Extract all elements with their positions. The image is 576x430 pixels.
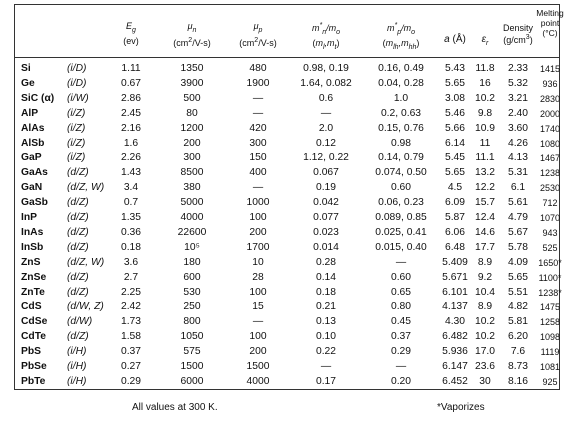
- cell-er: 13.2: [474, 167, 496, 179]
- cell-material: AlSb: [21, 137, 45, 149]
- cell-melting: 943: [542, 227, 558, 238]
- cell-melting: 2000: [539, 108, 561, 119]
- table-row: [15, 299, 559, 315]
- cell-mp: 0.14, 0.79: [378, 152, 424, 164]
- cell-mp: 0.15, 0.76: [378, 122, 424, 134]
- cell-mup: 200: [249, 226, 267, 238]
- cell-type: (i/D): [67, 77, 87, 89]
- cell-type: (i/W): [67, 92, 89, 104]
- cell-eg: 0.18: [120, 241, 142, 253]
- cell-er: 12.4: [474, 212, 496, 223]
- cell-er: 30: [479, 375, 491, 387]
- cell-mp: —: [395, 256, 407, 268]
- cell-lattice: 5.936: [442, 346, 468, 358]
- cell-melting: 525: [542, 242, 558, 253]
- cell-mup: —: [252, 107, 264, 119]
- cell-density: 5.32: [507, 77, 529, 89]
- cell-material: GaP: [21, 152, 42, 164]
- cell-density: 4.82: [507, 301, 529, 313]
- cell-er: 11: [479, 137, 491, 149]
- table-row: [15, 150, 559, 166]
- table-row: [15, 121, 559, 137]
- cell-er: 15.7: [474, 197, 496, 209]
- cell-mup: 15: [252, 301, 264, 313]
- cell-lattice: 6.06: [444, 226, 466, 238]
- cell-density: 6.1: [510, 182, 526, 194]
- cell-mp: 0.45: [390, 316, 412, 328]
- cell-eg: 0.36: [120, 226, 142, 238]
- table-row: [15, 106, 559, 122]
- cell-material: SiC (α): [21, 92, 55, 104]
- cell-material: Ge: [21, 77, 35, 89]
- table-row: [15, 344, 559, 360]
- cell-type: (i/Z): [67, 152, 86, 164]
- cell-mun: 500: [183, 92, 201, 104]
- cell-mn: 0.14: [315, 271, 337, 283]
- cell-eg: 0.67: [120, 77, 142, 89]
- cell-density: 5.51: [507, 286, 529, 298]
- table-row: [15, 359, 559, 375]
- header-eg: $E_g$ (ev): [123, 21, 139, 46]
- cell-material: AlAs: [21, 122, 45, 134]
- cell-density: 8.16: [507, 375, 529, 387]
- cell-er: 8.9: [477, 256, 493, 268]
- cell-material: ZnTe: [21, 286, 45, 298]
- cell-mup: 1000: [246, 197, 270, 209]
- cell-er: 8.9: [477, 301, 493, 313]
- footer-note-left: All values at 300 K.: [132, 402, 218, 413]
- cell-density: 4.13: [507, 152, 529, 164]
- cell-mn: 0.98, 0.19: [303, 63, 349, 74]
- cell-eg: 0.7: [123, 197, 139, 209]
- cell-type: (d/Z): [67, 212, 89, 223]
- cell-type: (d/Z, W): [67, 182, 105, 194]
- cell-density: 2.40: [507, 107, 529, 119]
- header-mn: $m^*_n/m_o$ $(m_l,m_t)$: [311, 22, 341, 51]
- cell-mup: —: [252, 92, 264, 104]
- table-row: [15, 314, 559, 330]
- cell-mun: 80: [186, 107, 198, 119]
- cell-mup: —: [252, 316, 264, 328]
- cell-type: (i/H): [67, 375, 87, 387]
- cell-er: 10.4: [474, 286, 496, 298]
- cell-lattice: 6.147: [442, 361, 468, 372]
- table-row: [15, 285, 562, 301]
- cell-er: 14.6: [474, 226, 496, 238]
- cell-eg: 2.42: [120, 301, 142, 313]
- table-row: [15, 195, 559, 211]
- footer-note-right: *Vaporizes: [437, 402, 485, 413]
- cell-mn: 0.023: [313, 226, 339, 238]
- table-row: [15, 225, 559, 241]
- cell-eg: 2.86: [120, 92, 142, 104]
- cell-lattice: 5.65: [444, 77, 466, 89]
- cell-mn: 0.19: [315, 182, 337, 194]
- table-row: [15, 61, 559, 77]
- cell-mup: 480: [249, 63, 267, 74]
- header-mun: $\mu_n$ $(cm^2/V-s)$: [173, 21, 211, 48]
- cell-mp: 0.06, 0.23: [378, 197, 424, 209]
- header-melting: Melting point (°C): [536, 8, 564, 38]
- cell-melting: 1650*: [538, 257, 562, 268]
- table-header: [15, 5, 564, 58]
- cell-mp: 0.60: [390, 271, 412, 283]
- cell-er: 17.7: [474, 241, 496, 253]
- cell-mun: 3900: [180, 77, 204, 89]
- cell-melting: 2830: [539, 93, 561, 104]
- cell-mun: 4000: [180, 212, 204, 223]
- cell-density: 8.73: [507, 361, 529, 372]
- header-density: Density $(g/cm^3)$: [502, 23, 533, 45]
- cell-mup: 100: [249, 286, 267, 298]
- cell-mp: 0.60: [390, 182, 412, 194]
- cell-mp: 0.074, 0.50: [375, 167, 427, 179]
- cell-mn: —: [320, 107, 332, 119]
- cell-lattice: 6.48: [444, 241, 466, 253]
- cell-mn: 0.12: [315, 137, 337, 149]
- table-row: [15, 76, 559, 92]
- cell-density: 4.26: [507, 137, 529, 149]
- cell-mun: 1500: [180, 361, 204, 372]
- cell-density: 5.61: [507, 197, 529, 209]
- cell-lattice: 5.409: [442, 256, 468, 268]
- cell-material: ZnSe: [21, 271, 47, 283]
- cell-mun: 200: [183, 137, 201, 149]
- cell-density: 4.79: [507, 212, 529, 223]
- cell-type: (i/D): [67, 63, 87, 74]
- cell-eg: 0.29: [120, 375, 142, 387]
- cell-mn: 0.13: [315, 316, 337, 328]
- cell-mup: 200: [249, 346, 267, 358]
- cell-eg: 2.16: [120, 122, 142, 134]
- cell-mun: 1350: [180, 63, 204, 74]
- cell-mup: 28: [252, 271, 264, 283]
- cell-density: 5.67: [507, 226, 529, 238]
- cell-type: (d/Z): [67, 286, 89, 298]
- cell-melting: 1467: [539, 153, 561, 164]
- cell-mn: 0.067: [313, 167, 339, 179]
- cell-type: (i/Z): [67, 107, 86, 119]
- cell-mup: —: [252, 182, 264, 194]
- table-row: [15, 165, 559, 181]
- cell-type: (d/Z): [67, 167, 89, 179]
- cell-melting: 1098: [539, 332, 561, 343]
- cell-material: CdSe: [21, 316, 48, 328]
- table-row: [15, 329, 559, 345]
- cell-mp: 0.80: [390, 301, 412, 313]
- cell-mun: 1050: [180, 331, 204, 343]
- cell-material: InP: [21, 212, 38, 223]
- cell-density: 4.09: [507, 256, 529, 268]
- cell-mun: 1200: [180, 122, 204, 134]
- cell-lattice: 5.43: [444, 63, 466, 74]
- cell-type: (d/Z): [67, 331, 89, 343]
- cell-melting: 1258: [539, 317, 561, 328]
- cell-eg: 1.58: [120, 331, 142, 343]
- cell-lattice: 6.482: [442, 331, 468, 343]
- cell-mun: 250: [183, 301, 201, 313]
- cell-material: InSb: [21, 241, 44, 253]
- cell-mup: 100: [249, 212, 267, 223]
- cell-mup: 1900: [246, 77, 270, 89]
- cell-mp: 0.20: [390, 375, 412, 387]
- cell-mn: 1.12, 0.22: [303, 152, 349, 164]
- cell-melting: 1740: [539, 123, 561, 134]
- cell-mn: 0.28: [315, 256, 337, 268]
- cell-mn: 0.042: [313, 197, 339, 209]
- table-row: [15, 136, 559, 152]
- cell-density: 6.20: [507, 331, 529, 343]
- cell-mup: 400: [249, 167, 267, 179]
- cell-er: 10.9: [474, 122, 496, 134]
- cell-type: (d/Z): [67, 197, 89, 209]
- cell-density: 3.21: [507, 92, 529, 104]
- cell-melting: 936: [542, 78, 558, 89]
- cell-mn: —: [320, 361, 332, 372]
- cell-mun: 600: [183, 271, 201, 283]
- cell-lattice: 5.671: [442, 271, 468, 283]
- cell-mup: 420: [249, 122, 267, 134]
- cell-type: (i/Z): [67, 137, 86, 149]
- cell-mun: 380: [183, 182, 201, 194]
- cell-er: 9.8: [477, 107, 493, 119]
- cell-eg: 2.25: [120, 286, 142, 298]
- cell-mp: 0.98: [390, 137, 412, 149]
- cell-lattice: 6.09: [444, 197, 466, 209]
- cell-mup: 10: [252, 256, 264, 268]
- cell-eg: 1.11: [121, 63, 141, 74]
- cell-lattice: 6.14: [444, 137, 466, 149]
- cell-mn: 0.014: [313, 241, 339, 253]
- header-er: $\varepsilon_r$: [481, 34, 489, 47]
- cell-eg: 3.4: [123, 182, 139, 194]
- cell-eg: 1.73: [120, 316, 142, 328]
- cell-material: PbS: [21, 346, 42, 358]
- cell-type: (i/Z): [67, 122, 86, 134]
- cell-melting: 2530: [539, 183, 561, 194]
- cell-melting: 1119: [540, 347, 560, 358]
- cell-mun: 530: [183, 286, 201, 298]
- cell-lattice: 3.08: [444, 92, 466, 104]
- table-row: [15, 240, 559, 256]
- cell-density: 5.31: [507, 167, 529, 179]
- cell-melting: 925: [542, 376, 558, 387]
- cell-material: AlP: [21, 107, 39, 119]
- cell-material: ZnS: [21, 256, 41, 268]
- cell-mp: 1.0: [393, 92, 409, 104]
- cell-mun: 300: [183, 152, 201, 164]
- cell-er: 12.2: [474, 182, 496, 194]
- cell-material: InAs: [21, 226, 44, 238]
- cell-material: GaSb: [21, 197, 48, 209]
- table-row: [15, 270, 562, 286]
- cell-er: 23.6: [474, 361, 496, 372]
- cell-mup: 150: [249, 152, 267, 164]
- cell-mp: 0.29: [390, 346, 412, 358]
- cell-lattice: 6.452: [442, 375, 468, 387]
- cell-mn: 0.22: [315, 346, 337, 358]
- cell-eg: 1.43: [120, 167, 142, 179]
- cell-material: PbSe: [21, 361, 47, 372]
- cell-melting: 1100*: [538, 272, 562, 283]
- cell-density: 3.60: [507, 122, 529, 134]
- header-mup: $\mu_p$ $(cm^2/V-s)$: [239, 21, 277, 48]
- cell-er: 10.2: [474, 331, 496, 343]
- cell-melting: 1238*: [538, 287, 562, 298]
- semiconductor-properties-table: [14, 4, 564, 390]
- cell-mn: 1.64, 0.082: [300, 77, 352, 89]
- table-row: [15, 255, 562, 271]
- cell-mp: 0.015, 0.40: [375, 241, 427, 253]
- cell-type: (i/H): [67, 361, 87, 372]
- cell-melting: 1070: [539, 213, 561, 223]
- cell-lattice: 5.65: [444, 167, 466, 179]
- cell-mn: 0.10: [315, 331, 337, 343]
- cell-er: 9.2: [477, 271, 493, 283]
- cell-type: (i/H): [67, 346, 87, 358]
- cell-mn: 2.0: [318, 122, 334, 134]
- cell-mup: 4000: [246, 375, 270, 387]
- cell-mun: 6000: [180, 375, 204, 387]
- cell-mun: 180: [183, 256, 201, 268]
- cell-lattice: 6.101: [442, 286, 468, 298]
- cell-lattice: 5.87: [444, 212, 466, 223]
- cell-mp: 0.16, 0.49: [378, 63, 424, 74]
- cell-lattice: 5.46: [444, 107, 466, 119]
- cell-mup: 100: [249, 331, 267, 343]
- cell-material: PbTe: [21, 375, 46, 387]
- cell-mn: 0.21: [315, 301, 337, 313]
- cell-mp: 0.2, 0.63: [380, 107, 422, 119]
- cell-density: 5.65: [507, 271, 529, 283]
- cell-er: 10.2: [474, 316, 496, 328]
- cell-type: (d/Z): [67, 241, 89, 253]
- cell-type: (d/Z, W): [67, 256, 105, 268]
- cell-eg: 3.6: [123, 256, 139, 268]
- table-row: [15, 374, 559, 390]
- cell-melting: 1415: [539, 64, 561, 74]
- cell-type: (d/W, Z): [67, 301, 104, 313]
- cell-melting: 1475: [539, 302, 561, 313]
- cell-eg: 2.7: [123, 271, 139, 283]
- cell-eg: 0.37: [120, 346, 142, 358]
- cell-eg: 2.26: [120, 152, 142, 164]
- cell-mp: 0.04, 0.28: [378, 77, 424, 89]
- cell-mp: 0.37: [390, 331, 412, 343]
- table-row: [15, 180, 559, 196]
- cell-mp: 0.025, 0.41: [375, 226, 427, 238]
- cell-eg: 1.35: [120, 212, 142, 223]
- cell-material: GaAs: [21, 167, 48, 179]
- cell-material: CdTe: [21, 331, 46, 343]
- cell-mun: 800: [183, 316, 201, 328]
- cell-mn: 0.17: [315, 375, 337, 387]
- cell-density: 7.6: [510, 346, 526, 358]
- cell-mun: 575: [183, 346, 201, 358]
- cell-eg: 1.6: [123, 137, 139, 149]
- cell-type: (d/Z): [67, 271, 89, 283]
- cell-melting: 1238: [539, 168, 561, 179]
- cell-density: 5.81: [507, 316, 529, 328]
- cell-er: 16: [479, 77, 491, 89]
- cell-mp: 0.65: [390, 286, 412, 298]
- cell-melting: 1080: [539, 138, 561, 149]
- cell-eg: 0.27: [120, 361, 142, 372]
- cell-type: (d/Z): [67, 226, 89, 238]
- cell-density: 5.78: [507, 241, 529, 253]
- cell-er: 11.1: [475, 152, 495, 164]
- cell-material: GaN: [21, 182, 43, 194]
- cell-mun: 22600: [177, 226, 207, 238]
- cell-er: 10.2: [474, 92, 496, 104]
- cell-lattice: 4.30: [444, 316, 466, 328]
- cell-type: (d/W): [67, 316, 93, 328]
- cell-mn: 0.6: [318, 92, 334, 104]
- table-row: [15, 210, 559, 226]
- cell-density: 2.33: [507, 63, 529, 74]
- header-a: a (Å): [444, 34, 466, 45]
- cell-melting: 712: [542, 198, 558, 209]
- cell-lattice: 5.45: [444, 152, 466, 164]
- cell-lattice: 4.137: [442, 301, 468, 313]
- cell-er: 11.8: [475, 63, 495, 74]
- cell-mup: 1700: [246, 241, 270, 253]
- cell-mun: 5000: [180, 197, 204, 209]
- cell-lattice: 5.66: [444, 122, 466, 134]
- cell-mup: 300: [249, 137, 267, 149]
- cell-mun: 8500: [180, 167, 204, 179]
- cell-material: Si: [21, 63, 31, 74]
- cell-mun: 10⁵: [184, 241, 200, 253]
- cell-mn: 0.077: [313, 212, 339, 223]
- cell-mn: 0.18: [315, 286, 337, 298]
- cell-er: 17.0: [474, 346, 496, 358]
- cell-mp: 0.089, 0.85: [375, 212, 427, 223]
- cell-mup: 1500: [246, 361, 270, 372]
- cell-lattice: 4.5: [447, 182, 463, 194]
- cell-melting: 1081: [539, 362, 561, 372]
- cell-eg: 2.45: [120, 107, 142, 119]
- table-row: [15, 91, 559, 107]
- cell-material: CdS: [21, 301, 42, 313]
- header-mp: $m^*_p/m_o$ $(m_{lh},m_{hh})$: [382, 22, 420, 51]
- cell-mp: —: [395, 361, 407, 372]
